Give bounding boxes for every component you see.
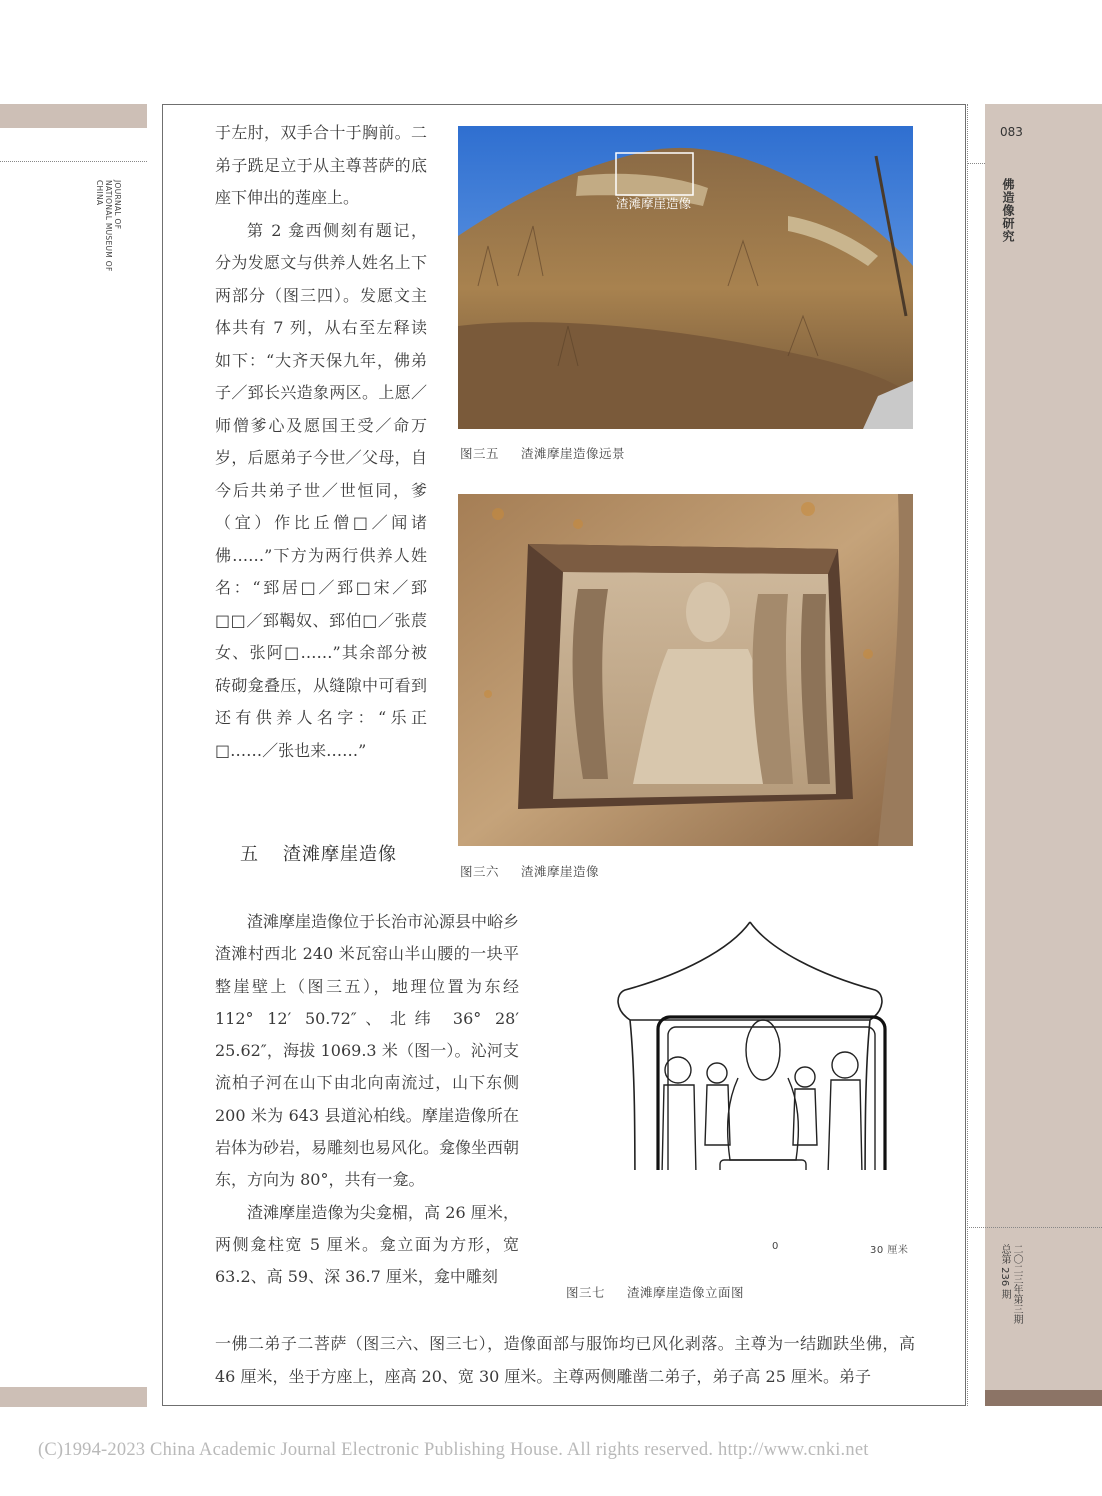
body-full-width: 一佛二弟子二菩萨（图三六、图三七），造像面部与服饰均已风化剥落。主尊为一结跏趺坐佛，高 46 厘米，坐于方座上，座高 20、宽 30 厘米。主尊两侧雕凿二弟子，弟子高 25 厘米。弟子 xyxy=(215,1334,915,1386)
sidebar-dotted-rule-top xyxy=(967,163,985,164)
page-number: 083 xyxy=(1000,125,1023,139)
section-heading xyxy=(240,840,397,866)
section-name: 佛造像研究 xyxy=(1001,178,1015,243)
paragraph: 第 2 龛西侧刻有题记，分为发愿文与供养人姓名上下两部分（图三四）。发愿文主体共有 7 列，从右至左释读如下：“大齐天保九年，佛弟子／郅长兴造象两区。上愿／师僧爹心及愿国王受／命万岁，后愿弟子今世／父母，自今后共弟子世／世恒同，爹（宜）作比丘僧□／闻诸佛……”下方为两行供养人姓名：“郅居□／郅□宋／郅□□／郅鞨奴、郅伯□／张莀女、张阿□……”其余部分被砖砌龛叠压，从缝隙中可看到还有供养人名字：“乐正□……／张也来……” xyxy=(215,220,427,760)
left-margin-bar-top xyxy=(0,104,147,128)
issue-year: 二〇二三年第三期 xyxy=(1011,1244,1022,1324)
figure-36-caption xyxy=(460,862,599,880)
sidebar-dotted-rule-bottom xyxy=(967,1227,1102,1228)
figure-36-label: 图三六 xyxy=(460,864,500,879)
elevation-drawing xyxy=(560,910,915,1170)
figure-37-label: 图三七 xyxy=(566,1285,606,1300)
left-margin-bar-bottom xyxy=(0,1387,147,1407)
figure-36-photo xyxy=(458,494,913,846)
body-column-2 xyxy=(215,906,519,1294)
paragraph: 渣滩摩崖造像为尖龛楣，高 26 厘米，两侧龛柱宽 5 厘米。龛立面为方形，宽 63.2、高 59、深 36.7 厘米，龛中雕刻 xyxy=(215,1202,519,1287)
figure-37-caption xyxy=(566,1283,744,1301)
photo-overlay-label: 渣滩摩崖造像 xyxy=(616,196,692,211)
figure-35-photo xyxy=(458,126,913,429)
copyright-footer: (C)1994-2023 China Academic Journal Electronic Publishing House. All rights reserved. http://www.cnki.net xyxy=(38,1440,869,1460)
issue-info xyxy=(998,1244,1022,1384)
frame-dotted-divider xyxy=(967,104,968,1406)
section-title: 渣滩摩崖造像 xyxy=(283,844,397,865)
scale-zero-label: 0 xyxy=(772,1241,779,1252)
issue-total: 总第 236 期 xyxy=(999,1244,1010,1300)
section-number: 五 xyxy=(240,844,259,865)
figure-37-drawing xyxy=(560,910,915,1170)
hillside-image xyxy=(458,126,913,429)
paragraph: 渣滩摩崖造像位于长治市沁源县中峪乡渣滩村西北 240 米瓦窑山半山腰的一块平整崖壁上（图三五），地理位置为东经 112° 12′ 50.72″、北纬 36° 28′ 25.62″，海拔 1069.3 米（图一）。沁河支流柏子河在山下由北向南流过，山下东侧 200 米为 643 县道沁柏线。摩崖造像所在岩体为砂岩，易雕刻也易风化。龛像坐西朝东，方向为 80°，共有一龛。 xyxy=(215,912,520,1190)
journal-name-line-1: JOURNAL OF xyxy=(113,180,122,230)
right-sidebar xyxy=(985,104,1102,1406)
body-column-1 xyxy=(215,117,427,767)
figure-36-title: 渣滩摩崖造像 xyxy=(521,864,600,879)
journal-name-vertical xyxy=(86,180,122,290)
right-sidebar-bottom-band xyxy=(985,1390,1102,1406)
niche-image xyxy=(458,494,913,846)
figure-35-title: 渣滩摩崖造像远景 xyxy=(521,446,626,461)
figure-35-caption xyxy=(460,444,625,462)
scale-end-label: 30 厘米 xyxy=(870,1245,909,1256)
journal-name-line-2: NATIONAL MUSEUM OF xyxy=(104,180,113,272)
paragraph: 于左肘，双手合十于胸前。二弟子跣足立于从主尊菩萨的底座下伸出的莲座上。 xyxy=(215,123,427,207)
figure-35-label: 图三五 xyxy=(460,446,500,461)
figure-37-title: 渣滩摩崖造像立面图 xyxy=(627,1285,745,1300)
journal-name-line-3: CHINA xyxy=(95,180,104,206)
left-dotted-rule xyxy=(0,161,147,162)
